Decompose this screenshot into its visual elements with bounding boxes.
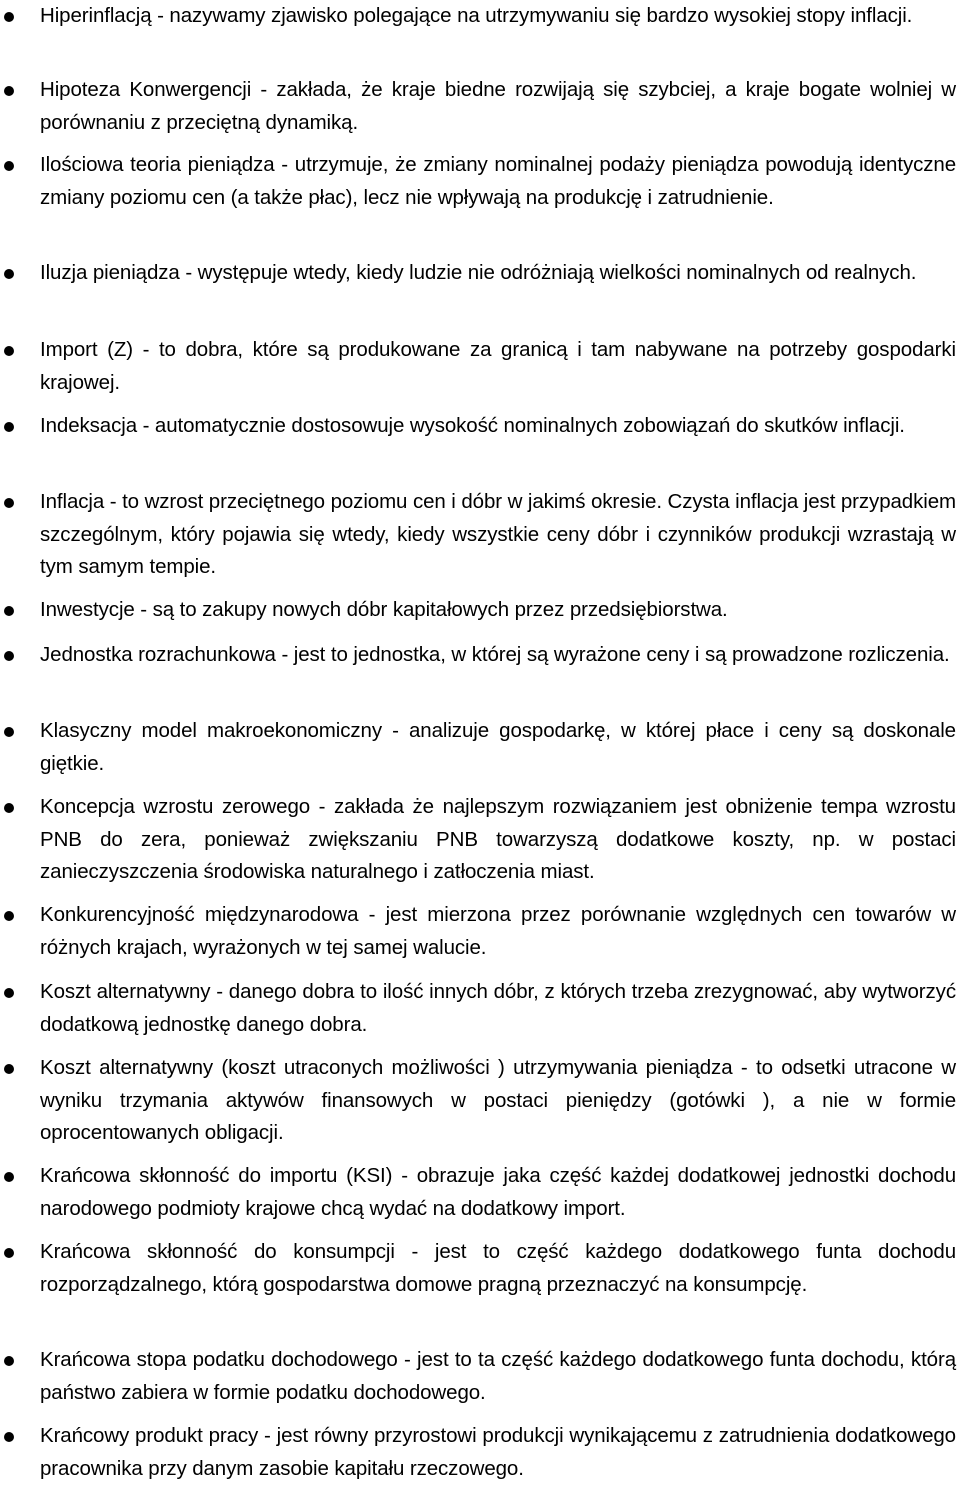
list-item-text: Krańcowa skłonność do importu (KSI) - obrazuje jaka część każdej dodatkowej jednostki dochodu narodowego podmioty krajowe chcą wydać na dodatkowy import. xyxy=(40,1164,956,1220)
list-item-text: Konkurencyjność międzynarodowa - jest mierzona przez porównanie względnych cen towarów w różnych krajach, wyrażonych w tej samej walucie. xyxy=(40,903,956,959)
bullet-icon xyxy=(4,86,14,96)
list-item-text: Krańcowa skłonność do konsumpcji - jest to część każdego dodatkowego funta dochodu rozporządzalnego, którą gospodarstwa domowe pragną przeznaczyć na konsumpcję. xyxy=(40,1240,956,1296)
bullet-icon xyxy=(4,12,14,22)
bullet-icon xyxy=(4,727,14,737)
list-item-text: Inflacja - to wzrost przeciętnego poziomu cen i dóbr w jakimś okresie. Czysta inflacja jest przypadkiem szczególnym, który pojawia się wtedy, kiedy wszystkie ceny dóbr i czynników produkcji wzrastają w tym samym tempie. xyxy=(40,490,956,578)
bullet-icon xyxy=(4,911,14,921)
list-item-text: Import (Z) - to dobra, które są produkowane za granicą i tam nabywane na potrzeby gospodarki krajowej. xyxy=(40,338,956,394)
list-item-text: Hipoteza Konwergencji - zakłada, że kraje biedne rozwijają się szybciej, a kraje bogate wolniej w porównaniu z przeciętną dynamiką. xyxy=(40,78,956,134)
bullet-icon xyxy=(4,161,14,171)
list-item-text: Iluzja pieniądza - występuje wtedy, kiedy ludzie nie odróżniają wielkości nominalnych od realnych. xyxy=(40,261,917,284)
list-item-text: Krańcowy produkt pracy - jest równy przyrostowi produkcji wynikającemu z zatrudnienia dodatkowego pracownika przy danym zasobie kapitału rzeczowego. xyxy=(40,1424,956,1480)
list-item-text: Krańcowa stopa podatku dochodowego - jest to ta część każdego dodatkowego funta dochodu, którą państwo zabiera w formie podatku dochodowego. xyxy=(40,1348,956,1404)
bullet-icon xyxy=(4,803,14,813)
bullet-icon xyxy=(4,422,14,432)
bullet-icon xyxy=(4,606,14,616)
bullet-icon xyxy=(4,1356,14,1366)
bullet-icon xyxy=(4,1432,14,1442)
bullet-icon xyxy=(4,269,14,279)
bullet-icon xyxy=(4,346,14,356)
list-item-text: Jednostka rozrachunkowa - jest to jednostka, w której są wyrażone ceny i są prowadzone rozliczenia. xyxy=(40,643,950,666)
list-item-text: Inwestycje - są to zakupy nowych dóbr kapitałowych przez przedsiębiorstwa. xyxy=(40,598,728,621)
list-item-text: Hiperinflacją - nazywamy zjawisko polegające na utrzymywaniu się bardzo wysokiej stopy inflacji. xyxy=(40,4,913,27)
bullet-icon xyxy=(4,1064,14,1074)
list-item-text: Koncepcja wzrostu zerowego - zakłada że najlepszym rozwiązaniem jest obniżenie tempa wzrostu PNB do zera, ponieważ zwiększaniu PNB towarzyszą dodatkowe koszty, np. w postaci zanieczyszczenia środowiska naturalnego i zatłoczenia miast. xyxy=(40,795,956,883)
bullet-icon xyxy=(4,988,14,998)
bullet-icon xyxy=(4,651,14,661)
bullet-icon xyxy=(4,1248,14,1258)
list-item-text: Klasyczny model makroekonomiczny - analizuje gospodarkę, w której płace i ceny są doskonale giętkie. xyxy=(40,719,956,775)
list-item-text: Koszt alternatywny (koszt utraconych możliwości ) utrzymywania pieniądza - to odsetki utracone w wyniku trzymania aktywów finansowych w postaci pieniędzy (gotówki ), a nie w formie oprocentowanych obligacji. xyxy=(40,1056,956,1144)
bullet-icon xyxy=(4,1172,14,1182)
bullet-icon xyxy=(4,498,14,508)
list-item-text: Koszt alternatywny - danego dobra to ilość innych dóbr, z których trzeba zrezygnować, aby wytworzyć dodatkową jednostkę danego dobra. xyxy=(40,980,956,1036)
list-item-text: Ilościowa teoria pieniądza - utrzymuje, że zmiany nominalnej podaży pieniądza powodują identyczne zmiany poziomu cen (a także płac), lecz nie wpływają na produkcję i zatrudnienie. xyxy=(40,153,956,209)
list-item-text: Indeksacja - automatycznie dostosowuje wysokość nominalnych zobowiązań do skutków inflacji. xyxy=(40,414,905,437)
